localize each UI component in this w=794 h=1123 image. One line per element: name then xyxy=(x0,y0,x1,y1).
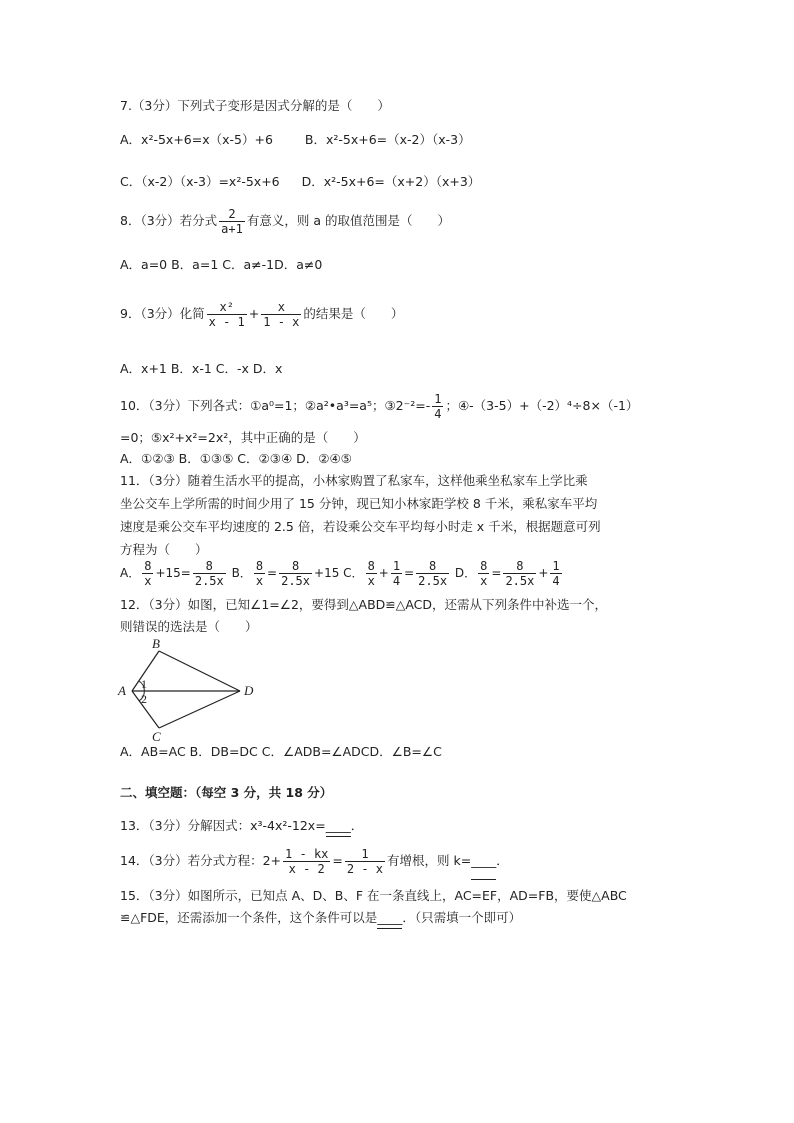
q11-c-plus: + xyxy=(378,566,389,580)
q11-b-frac-1-den: x xyxy=(255,574,264,588)
q12-figure-label-1: 1 xyxy=(141,677,147,691)
q11-d-label: D． xyxy=(454,566,477,580)
q11-a-frac-2-num: 8 xyxy=(193,559,226,574)
q12-figure-label-c: C xyxy=(152,729,161,744)
q9-fraction-1-den: x - 1 xyxy=(208,315,245,329)
q14-prefix: 14．（3分）若分式方程： xyxy=(120,853,263,868)
q14-fraction-2-num: 1 xyxy=(345,847,385,862)
q11-a-op: +15= xyxy=(155,566,191,580)
q15-answer-blank[interactable]: ____ xyxy=(377,908,402,929)
q11-c-frac-1-num: 8 xyxy=(367,559,375,573)
q11-d-frac-2-num: 8 xyxy=(503,559,536,574)
q11-b-plus15: +15 xyxy=(314,566,340,580)
q11-b-frac-2-num: 8 xyxy=(279,559,312,574)
q11-c-frac-3 xyxy=(416,559,449,588)
q11-option-a xyxy=(120,559,228,588)
q11-option-c xyxy=(343,559,451,588)
q11-c-frac-1-den: x xyxy=(367,574,375,588)
q7-option-a: A．x²-5x+6=x（x-5）+6 xyxy=(120,132,273,147)
q11-b-eq: = xyxy=(267,566,278,580)
q11-a-frac-2-den: 2.5x xyxy=(194,574,224,588)
section2-title: 二、填空题：（每空 3 分，共 18 分） xyxy=(120,785,333,800)
q11-c-frac-3-num: 8 xyxy=(416,559,449,574)
q9-stem xyxy=(120,296,403,332)
q11-d-eq: = xyxy=(491,566,502,580)
q11-a-frac-1 xyxy=(142,559,153,588)
q14-fraction-1-den: x - 2 xyxy=(288,862,325,876)
q14-eq: = xyxy=(332,853,343,868)
q11-line4: 方程为（ ） xyxy=(120,542,208,557)
q10-stem xyxy=(120,390,638,422)
q9-suffix: 的结果是（ ） xyxy=(303,306,404,321)
q8-fraction-num: 2 xyxy=(219,207,245,222)
q9-fraction-2-num: x xyxy=(261,300,301,315)
q10-options: A．①②③ B．①③⑤ C．②③④ D．②④⑤ xyxy=(120,451,352,466)
q11-a-label: A． xyxy=(120,566,141,580)
q11-options xyxy=(120,556,564,590)
q11-d-plus: + xyxy=(538,566,549,580)
q13-answer-blank[interactable]: ____ xyxy=(326,816,351,837)
q11-c-frac-1 xyxy=(366,559,377,588)
q11-a-frac-2 xyxy=(193,559,226,588)
q11-d-frac-2 xyxy=(503,559,536,588)
q14-two-plus: 2+ xyxy=(262,853,282,868)
q10-part2: ；④-（3-5）+（-2）⁴÷8×（-1） xyxy=(445,398,639,413)
q12-figure-label-b: B xyxy=(152,636,160,651)
q9-options: A．x+1 B．x-1 C．-x D．x xyxy=(120,361,283,376)
q11-d-frac-3-den: 4 xyxy=(552,574,560,588)
q12-line2: 则错误的选法是（ ） xyxy=(120,619,258,634)
q9-fraction-1-num: x² xyxy=(207,300,247,315)
q11-line3: 速度是乘公交车平均速度的 2.5 倍，若设乘公交车平均每小时走 x 千米，根据题意可列 xyxy=(120,519,601,534)
q12-figure-line-cd xyxy=(159,691,240,728)
q12-figure xyxy=(112,634,272,744)
q11-option-b xyxy=(231,559,340,588)
q14-suffix: 有增根，则 k= xyxy=(387,853,472,868)
q8-prefix: 8．（3分）若分式 xyxy=(120,213,218,228)
q12-figure-line-bd xyxy=(159,651,240,691)
q11-line1: 11．（3分）随着生活水平的提高，小林家购置了私家车，这样他乘坐私家车上学比乘 xyxy=(120,473,588,488)
q11-b-label: B． xyxy=(231,566,252,580)
q11-option-d xyxy=(454,559,564,588)
q11-b-frac-2-den: 2.5x xyxy=(281,574,311,588)
q15-line2 xyxy=(120,908,521,929)
q11-d-frac-1-num: 8 xyxy=(480,559,488,573)
q11-a-frac-1-den: x xyxy=(144,574,152,588)
q8-options: A．a=0 B．a=1 C．a≠-1D．a≠0 xyxy=(120,257,323,272)
q11-c-label: C． xyxy=(343,566,364,580)
q12-figure-label-2: 2 xyxy=(141,692,147,706)
q9-plus: + xyxy=(248,306,260,321)
q14-stem xyxy=(120,843,509,880)
q11-c-frac-2-den: 4 xyxy=(392,574,401,588)
q11-line2: 坐公交车上学所需的时间少用了 15 分钟，现已知小林家距学校 8 千米，乘私家车平均 xyxy=(120,496,598,511)
q11-c-eq: = xyxy=(404,566,415,580)
q9-fraction-2 xyxy=(261,300,301,329)
q10-fraction-num: 1 xyxy=(434,392,442,406)
q13-stem xyxy=(120,816,363,837)
q14-fraction-2-den: 2 - x xyxy=(346,862,384,876)
q10-fraction xyxy=(432,392,443,421)
q13-text: 13．（3分）分解因式：x³-4x²-12x= xyxy=(120,818,326,833)
q8-stem xyxy=(120,204,450,238)
q14-end: ． xyxy=(496,853,509,868)
q11-a-frac-1-num: 8 xyxy=(144,559,152,573)
q12-figure-label-d: D xyxy=(244,683,254,698)
q14-answer-blank[interactable]: ____ xyxy=(471,843,496,880)
q8-fraction xyxy=(219,207,245,236)
q11-d-frac-1 xyxy=(478,559,489,588)
q11-b-frac-2 xyxy=(279,559,312,588)
q11-d-frac-3-num: 1 xyxy=(552,559,560,573)
q13-end: ． xyxy=(350,818,364,833)
q14-fraction-1-num: 1 - kx xyxy=(285,847,329,861)
q10-line2: =0；⑤x²+x²=2x²，其中正确的是（ ） xyxy=(120,430,366,445)
q10-fraction-den: 4 xyxy=(434,407,442,421)
q7-options-ab xyxy=(120,130,471,150)
q12-figure-label-a: A xyxy=(118,683,126,698)
q7-option-d: D．x²-5x+6=（x+2）（x+3） xyxy=(301,174,481,189)
q11-c-frac-3-den: 2.5x xyxy=(418,574,448,588)
q12-line1: 12．（3分）如图，已知∠1=∠2，要得到△ABD≌△ACD，还需从下列条件中补选一个， xyxy=(120,597,608,612)
q15-line1: 15．（3分）如图所示，已知点 A、D、B、F 在一条直线上，AC=EF，AD=FB，要使△ABC xyxy=(120,888,627,903)
q11-b-frac-1-num: 8 xyxy=(255,559,264,573)
q7-stem: 7.（3分）下列式子变形是因式分解的是（ ） xyxy=(120,98,390,113)
q8-suffix: 有意义，则 a 的取值范围是（ ） xyxy=(246,213,450,228)
q11-c-frac-2-num: 1 xyxy=(392,559,401,573)
q7-option-c: C．（x-2）（x-3）=x²-5x+6 xyxy=(120,174,280,189)
q7-option-b: B．x²-5x+6=（x-2）（x-3） xyxy=(304,132,471,147)
q12-options: A．AB=AC B．DB=DC C．∠ADB=∠ADCD．∠B=∠C xyxy=(120,744,442,759)
q11-b-frac-1 xyxy=(254,559,265,588)
q10-part1: 10．（3分）下列各式：①a⁰=1；②a²•a³=a⁵；③2⁻²=- xyxy=(120,398,431,413)
q14-fraction-1 xyxy=(283,847,330,876)
q8-fraction-den: a+1 xyxy=(221,222,243,236)
q14-fraction-2 xyxy=(345,847,385,876)
q9-fraction-2-den: 1 - x xyxy=(263,315,300,329)
q15-line2-post: ．（只需填一个即可） xyxy=(402,910,522,925)
q11-d-frac-1-den: x xyxy=(480,574,488,588)
q15-line2-pre: ≌△FDE，还需添加一个条件，这个条件可以是 xyxy=(120,910,378,925)
q9-prefix: 9．（3分）化简 xyxy=(120,306,205,321)
q7-options-cd xyxy=(120,172,480,192)
q11-d-frac-2-den: 2.5x xyxy=(505,574,535,588)
q11-d-frac-3 xyxy=(550,559,561,588)
q9-fraction-1 xyxy=(207,300,247,329)
q11-c-frac-2 xyxy=(391,559,402,588)
